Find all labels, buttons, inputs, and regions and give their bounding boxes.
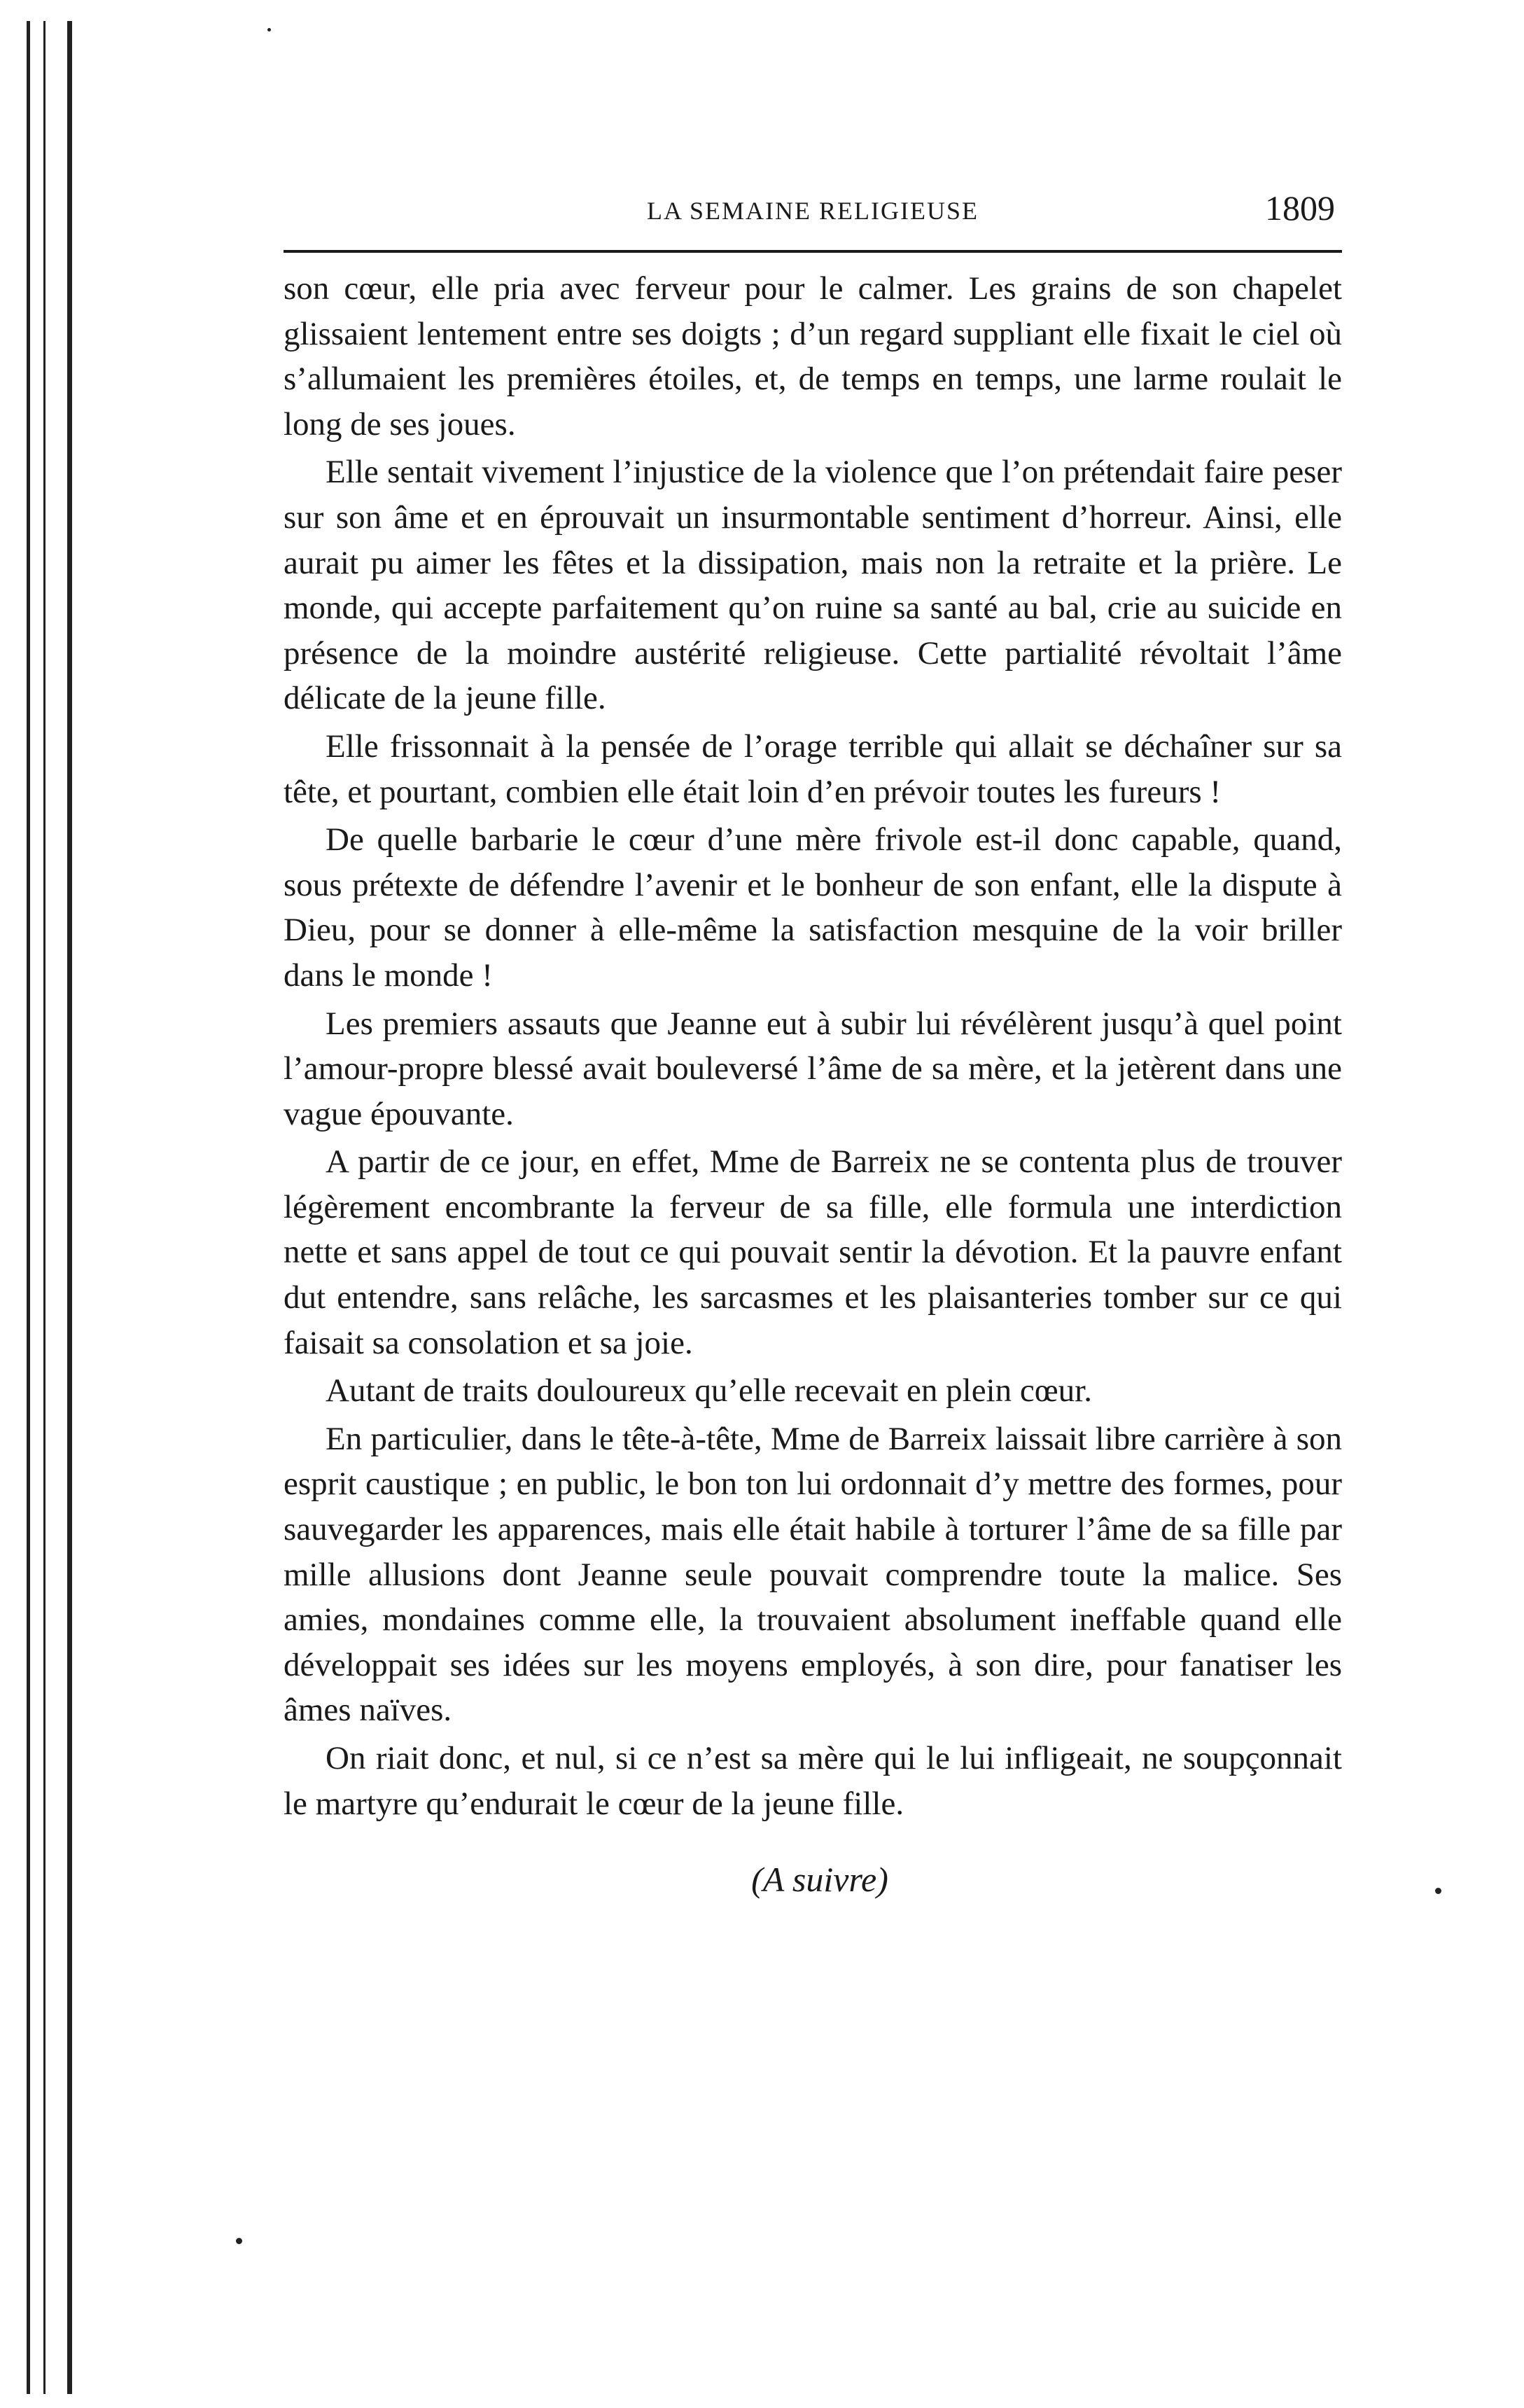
binding-rule bbox=[27, 21, 30, 2394]
page-header bbox=[284, 188, 1342, 237]
paragraph: son cœur, elle pria avec ferveur pour le calmer. Les grains de son chapelet glissaient lentement entre ses doigts ; d’un regard suppliant elle fixait le ciel où s’allumaient les premières étoiles, et, de temps en temps, une larme roulait le long de ses joues. bbox=[284, 270, 1342, 443]
print-speck bbox=[236, 2238, 242, 2244]
page-number: 1809 bbox=[1265, 188, 1335, 228]
header-rule bbox=[284, 250, 1342, 253]
paragraph: Elle frissonnait à la pensée de l’orage terrible qui allait se déchaîner sur sa tête, et pourtant, combien elle était loin d’en prévoir toutes les fureurs ! bbox=[284, 728, 1342, 810]
to-be-continued: (A suivre) bbox=[751, 1860, 888, 1900]
paragraph: A partir de ce jour, en effet, Mme de Barreix ne se contenta plus de trouver légèrement encombrante la ferveur de sa fille, elle formula une interdiction nette et sans appel de tout ce qui pouvait sentir la dévotion. Et la pauvre enfant dut entendre, sans relâche, les sarcasmes et les plaisanteries tomber sur ce qui faisait sa consolation et sa joie. bbox=[284, 1143, 1342, 1361]
print-speck bbox=[267, 28, 271, 32]
paragraph: Autant de traits douloureux qu’elle recevait en plein cœur. bbox=[326, 1372, 1092, 1410]
paragraph: Elle sentait vivement l’injustice de la violence que l’on prétendait faire peser sur son âme et en éprouvait un insurmontable sentiment d’horreur. Ainsi, elle aurait pu aimer les fêtes et la dissipation, mais non la retraite et la prière. Le monde, qui accepte parfaitement qu’on ruine sa santé au bal, crie au suicide en présence de la moindre austérité religieuse. Cette partialité révoltait l’âme délicate de la jeune fille. bbox=[284, 454, 1342, 717]
paragraph: On riait donc, et nul, si ce n’est sa mère qui le lui infligeait, ne soupçonnait le martyre qu’endurait le cœur de la jeune fille. bbox=[284, 1740, 1342, 1822]
binding-edge bbox=[0, 0, 91, 2408]
article-body bbox=[284, 266, 1342, 1902]
print-speck bbox=[1435, 1888, 1441, 1894]
running-title: LA SEMAINE RELIGIEUSE bbox=[647, 197, 979, 225]
paragraph: En particulier, dans le tête-à-tête, Mme de Barreix laissait libre carrière à son esprit caustique ; en public, le bon ton lui ordonnait d’y mettre des formes, pour sauvegarder les apparences, mais elle était habile à torturer l’âme de sa fille par mille allusions dont Jeanne seule pouvait comprendre toute la malice. Ses amies, mondaines comme elle, la trouvaient absolument ineffable quand elle développait ses idées sur les moyens employés, à son dire, pour fanatiser les âmes naïves. bbox=[284, 1420, 1342, 1729]
binding-rule bbox=[67, 21, 72, 2394]
paragraph: De quelle barbarie le cœur d’une mère frivole est-il donc capable, quand, sous prétexte de défendre l’avenir et le bonheur de son enfant, elle la dispute à Dieu, pour se donner à elle-même la satisfaction mesquine de la voir briller dans le monde ! bbox=[284, 821, 1342, 994]
binding-rule bbox=[43, 21, 46, 2394]
paragraph: Les premiers assauts que Jeanne eut à subir lui révélèrent jusqu’à quel point l’amour-propre blessé avait bouleversé l’âme de sa mère, et la jetèrent dans une vague épouvante. bbox=[284, 1005, 1342, 1132]
